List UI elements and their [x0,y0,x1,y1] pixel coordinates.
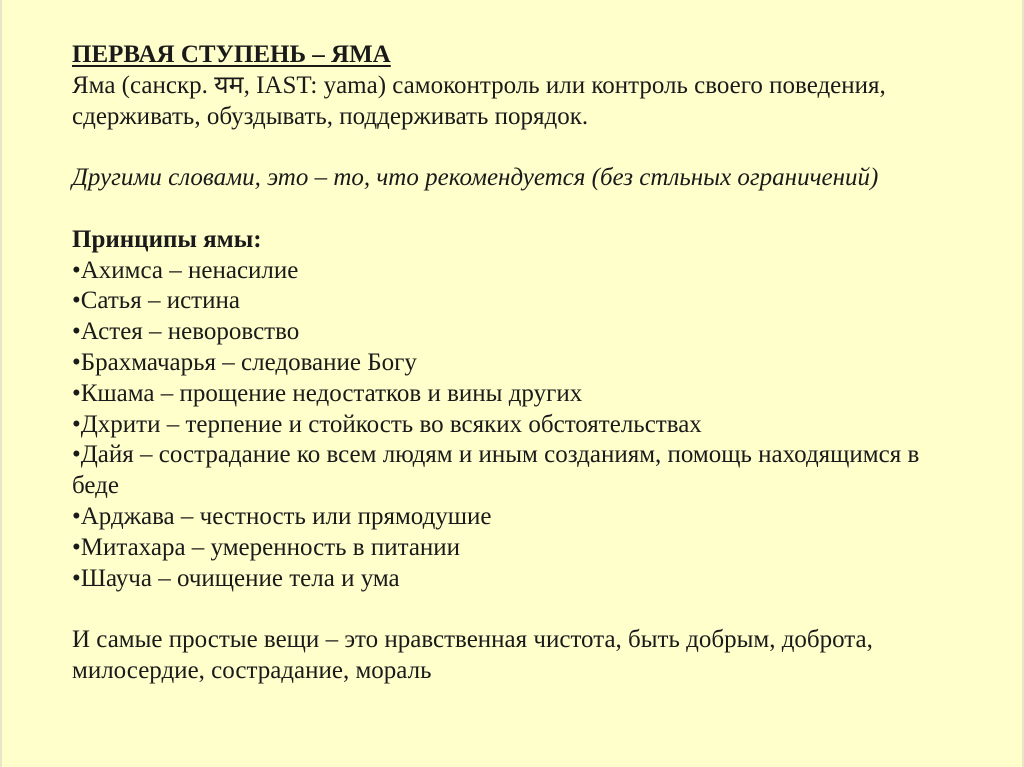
spacer [72,132,972,163]
slide-content [72,40,972,687]
definition-text: Яма (санскр. यम, IAST: yama) самоконтроль или контроль своего поведения, сдерживать, обуздывать, поддерживать порядок. [72,71,886,130]
list-item: •Кшама – прощение недостатков и вины других [72,379,583,407]
slide-title: ПЕРВАЯ СТУПЕНЬ – ЯМА [72,41,391,68]
list-item: •Митахара – умеренность в питании [72,533,461,561]
list-item: •Дхрити – терпение и стойкость во всяких обстоятельствах [72,410,702,438]
list-item: •Ахимса – ненасилие [72,256,299,284]
list-item: •Сатья – истина [72,287,240,315]
list-item: •Дайя – сострадание ко всем людям и иным созданиям, помощь находящимся в беде [72,441,920,500]
list-item: •Астея – неворовство [72,318,300,346]
principles-heading: Принципы ямы: [72,225,262,253]
italic-note: Другими словами, это – то, что рекомендуется (без стльных ограничений) [72,164,879,192]
list-item: •Брахмачарья – следование Богу [72,348,417,376]
spacer [72,194,972,225]
spacer [72,594,972,625]
conclusion-text: И самые простые вещи – это нравственная чистота, быть добрым, доброта, милосердие, сострадание, мораль [72,626,873,684]
principles-list [72,256,972,595]
list-item: •Арджава – честность или прямодушие [72,502,492,530]
list-item: •Шауча – очищение тела и ума [72,564,400,592]
